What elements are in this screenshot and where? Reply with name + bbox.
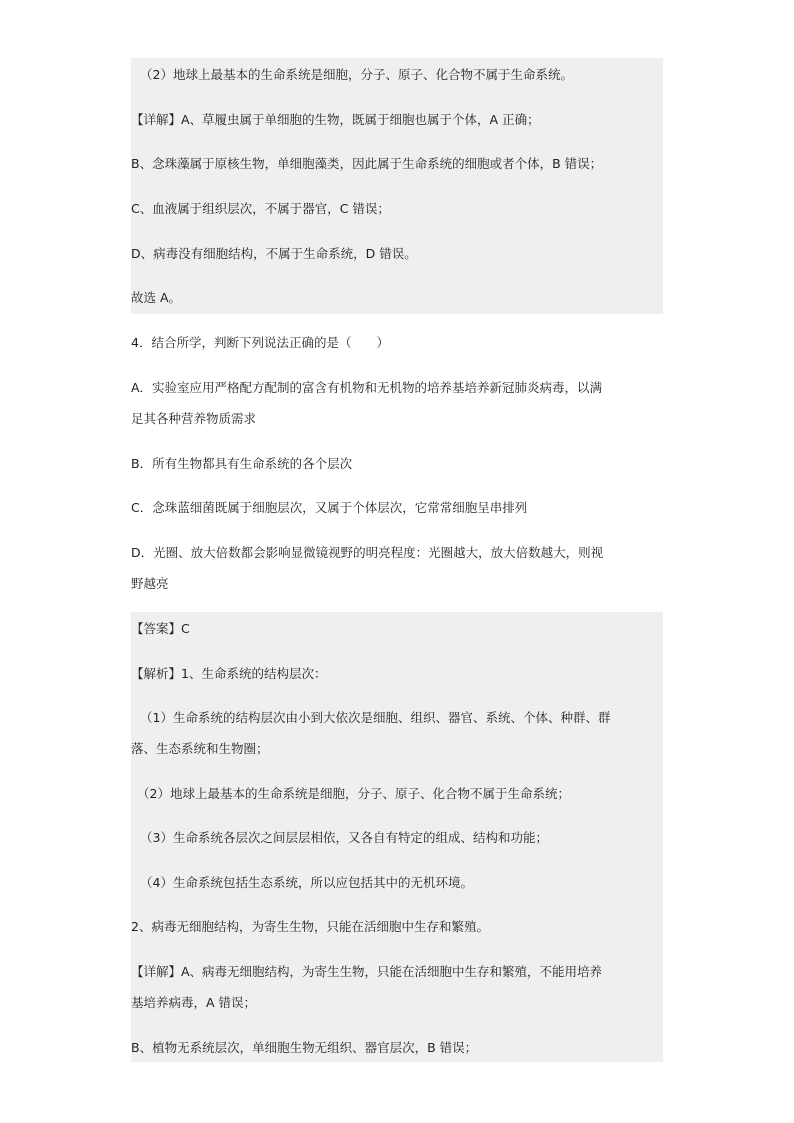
option-d: D．光圈、放大倍数都会影响显微镜视野的明亮程度：光圈越大，放大倍数越大，则视: [131, 545, 604, 560]
text-line: 【详解】A、病毒无细胞结构，为寄生生物，只能在活细胞中生存和繁殖，不能用培养: [131, 964, 603, 979]
answer-line: 【答案】C: [131, 621, 190, 636]
text-line: B、植物无系统层次，单细胞生物无组织、器官层次，B 错误；: [131, 1040, 478, 1055]
text-line: C、血液属于组织层次，不属于器官，C 错误；: [131, 201, 390, 216]
analysis-heading: 【解析】1、生命系统的结构层次：: [131, 666, 327, 681]
question-stem: 4．结合所学，判断下列说法正确的是（ ）: [131, 335, 389, 350]
explanation-block-background: [131, 58, 663, 314]
option-c: C．念珠蓝细菌既属于细胞层次，又属于个体层次，它常常细胞呈串排列: [131, 500, 528, 515]
text-line: （2）地球上最基本的生命系统是细胞，分子、原子、化合物不属于生命系统；: [137, 786, 570, 801]
option-a: A．实验室应用严格配方配制的富含有机物和无机物的培养基培养新冠肺炎病毒，以满: [131, 380, 603, 395]
text-line: 故选 A。: [131, 290, 182, 305]
option-d-continued: 野越亮: [131, 576, 169, 591]
text-line: 落、生态系统和生物圈；: [131, 741, 269, 756]
text-line: 2、病毒无细胞结构，为寄生生物，只能在活细胞中生存和繁殖。: [131, 919, 489, 934]
text-line: 【详解】A、草履虫属于单细胞的生物，既属于细胞也属于个体，A 正确；: [131, 112, 540, 127]
text-line: B、念珠藻属于原核生物，单细胞藻类，因此属于生命系统的细胞或者个体，B 错误；: [131, 156, 603, 171]
text-line: （4）生命系统包括生态系统，所以应包括其中的无机环境。: [140, 875, 473, 890]
text-line: D、病毒没有细胞结构，不属于生命系统，D 错误。: [131, 246, 417, 261]
text-line: （2）地球上最基本的生命系统是细胞，分子、原子、化合物不属于生命系统。: [140, 67, 573, 82]
text-line: （1）生命系统的结构层次由小到大依次是细胞、组织、器官、系统、个体、种群、群: [140, 710, 611, 725]
text-line: 基培养病毒，A 错误；: [131, 995, 257, 1010]
option-a-continued: 足其各种营养物质需求: [131, 411, 257, 426]
text-line: （3）生命系统各层次之间层层相依，又各自有特定的组成、结构和功能；: [140, 830, 548, 845]
option-b: B．所有生物都具有生命系统的各个层次: [131, 456, 353, 471]
